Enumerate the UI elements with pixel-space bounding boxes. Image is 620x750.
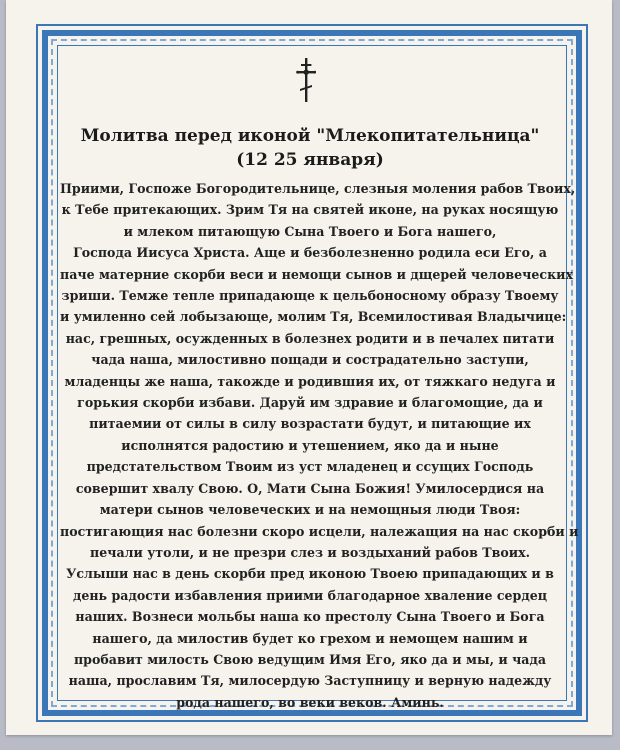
prayer-line: горькия скорби избави. Даруй им здравие и благомощие, да и (77, 395, 543, 411)
feast-date: (12 25 января) (236, 150, 384, 170)
prayer-line: наших. Вознеси мольбы наша ко престолу Сына Твоего и Бога (75, 609, 545, 625)
prayer-line: к Тебе притекающих. Зрим Тя на святей иконе, на руках носящую (61, 202, 559, 218)
prayer-line: совершит хвалу Свою. О, Мати Сына Божия! Умилосердися на (75, 480, 545, 496)
prayer-line: питаемии от силы в силу возрастати будут, и питающие их (89, 416, 531, 432)
prayer-line: и млеком питающую Сына Твоего и Бога нашего, (123, 223, 497, 239)
prayer-line: пробавит милость Свою ведущим Имя Его, яко да и мы, и чада (73, 651, 547, 667)
prayer-line: наша, прославим Тя, милосердую Заступницу и верную надежду (68, 673, 552, 689)
prayer-line: исполнятся радостию и утешением, яко да и ныне (121, 437, 499, 453)
prayer-line: Приими, Госпоже Богородительнице, слезныя моления рабов Твоих, (60, 181, 576, 196)
prayer-line: Услыши нас в день скорби пред иконою Твоею припадающих и в (66, 566, 554, 582)
prayer-line: чада наша, милостивно пощади и сострадательно заступи, (91, 352, 529, 368)
prayer-line: младенцы же наша, такожде и родившия их, от тяжкаго недуга и (64, 373, 556, 389)
orthodox-cross-icon (296, 58, 316, 102)
prayer-line: матери сынов человеческих и на немощныя люди Твоя: (99, 502, 521, 518)
prayer-line: рода нашего, во веки веков. Аминь. (176, 694, 444, 710)
prayer-line: и умиленно сей лобызающе, молим Тя, Всемилостивая Владычице: (60, 309, 567, 325)
prayer-line: нашего, да милостив будет ко грехом и немощем нашим и (92, 630, 528, 646)
title-line: Молитва перед иконой "Млекопитательница" (80, 126, 540, 146)
prayer-line: паче матерние скорби веси и немощи сынов и дщерей человеческих (60, 266, 574, 282)
prayer-line: нас, грешных, осужденных в болезнех родити и в печалех питати (65, 330, 555, 346)
prayer-line: печали утоли, и не презри слез и воздыханий рабов Твоих. (90, 544, 530, 560)
prayer-line: день радости избавления приими благодарное хваление сердец (72, 587, 548, 603)
prayer-title (50, 124, 570, 172)
prayer-line: Господа Иисуса Христа. Аще и безболезненно родила еси Его, а (73, 245, 547, 261)
prayer-line: зриши. Темже тепле припадающе к цельбоносному образу Твоему (61, 288, 559, 304)
prayer-line: постигающия нас болезни скоро исцели, належащия на нас скорби и (60, 523, 579, 539)
prayer-line: предстательством Твоим из уст младенец и ссущих Господь (86, 459, 534, 475)
prayer-text (60, 178, 579, 713)
